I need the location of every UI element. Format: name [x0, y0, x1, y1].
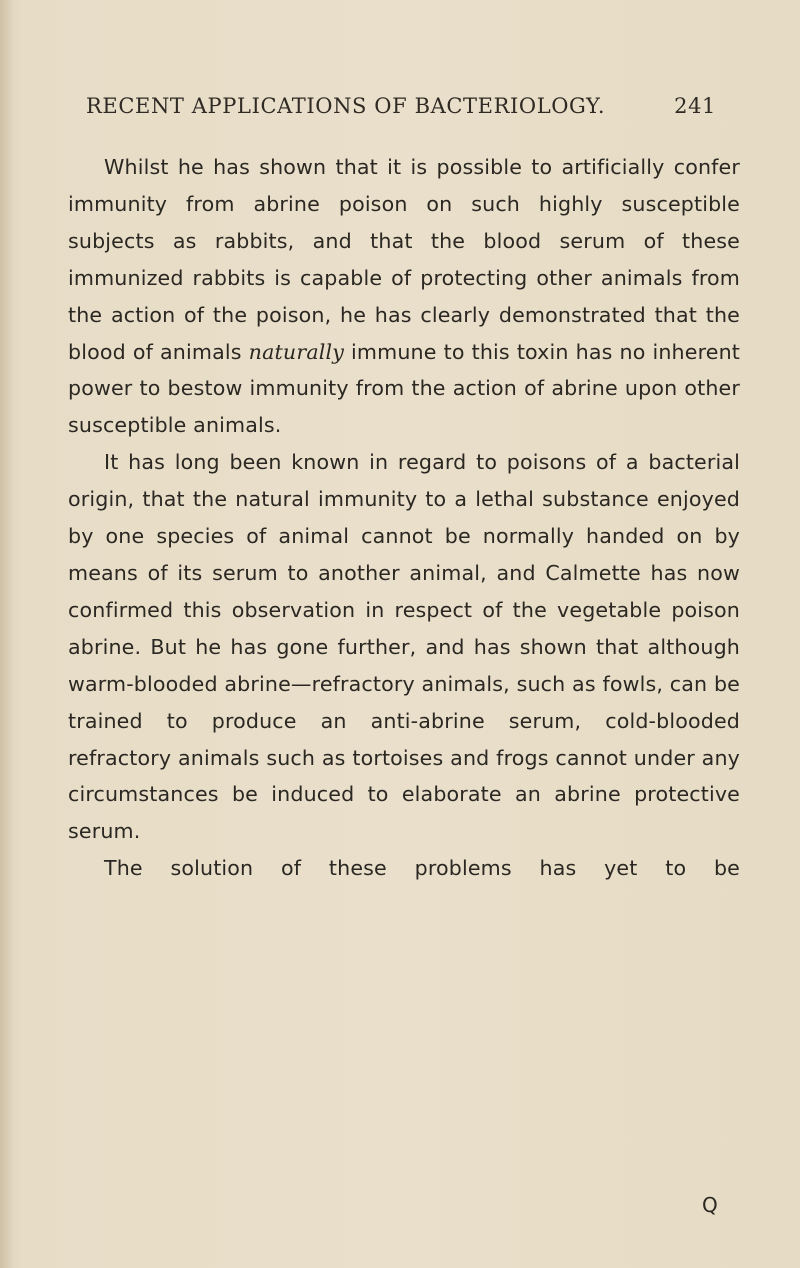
paragraph-1 — [68, 149, 740, 444]
paragraph-1-text-start: Whilst he has shown that it is possible to artificially confer immunity from abrine poison on such highly susceptible subjects as rabbits, and that the blood serum of these immunized rabbits is capable of protecting other animals from the action of the poison, he has clearly demonstrated that the blood of animals — [68, 155, 740, 364]
page-gutter-shadow — [0, 0, 14, 1268]
paragraph-1-text-end: immune to this toxin has no inherent power to bestow immunity from the action of abrine upon other susceptible animals. — [68, 339, 740, 438]
signature-mark: Q — [702, 1193, 718, 1217]
running-header — [86, 94, 716, 118]
page-number: 241 — [674, 94, 716, 118]
paragraph-2: It has long been known in regard to poisons of a bacterial origin, that the natural immunity to a lethal substance enjoyed by one species of animal cannot be normally handed on by means of its serum to another animal, and Calmette has now confirmed this observation in respect of the vegetable poison abrine. But he has gone further, and has shown that although warm-blooded abrine—refractory animals, such as fowls, can be trained to produce an anti-abrine serum, cold-blooded refractory animals such as tortoises and frogs cannot under any circumstances be induced to elaborate an abrine protective serum. — [68, 450, 740, 844]
body-text — [68, 149, 740, 887]
paragraph-3: The solution of these problems has yet to be — [104, 856, 740, 881]
italic-word: naturally — [248, 339, 345, 364]
running-title: RECENT APPLICATIONS OF BACTERIOLOGY. — [86, 94, 606, 118]
